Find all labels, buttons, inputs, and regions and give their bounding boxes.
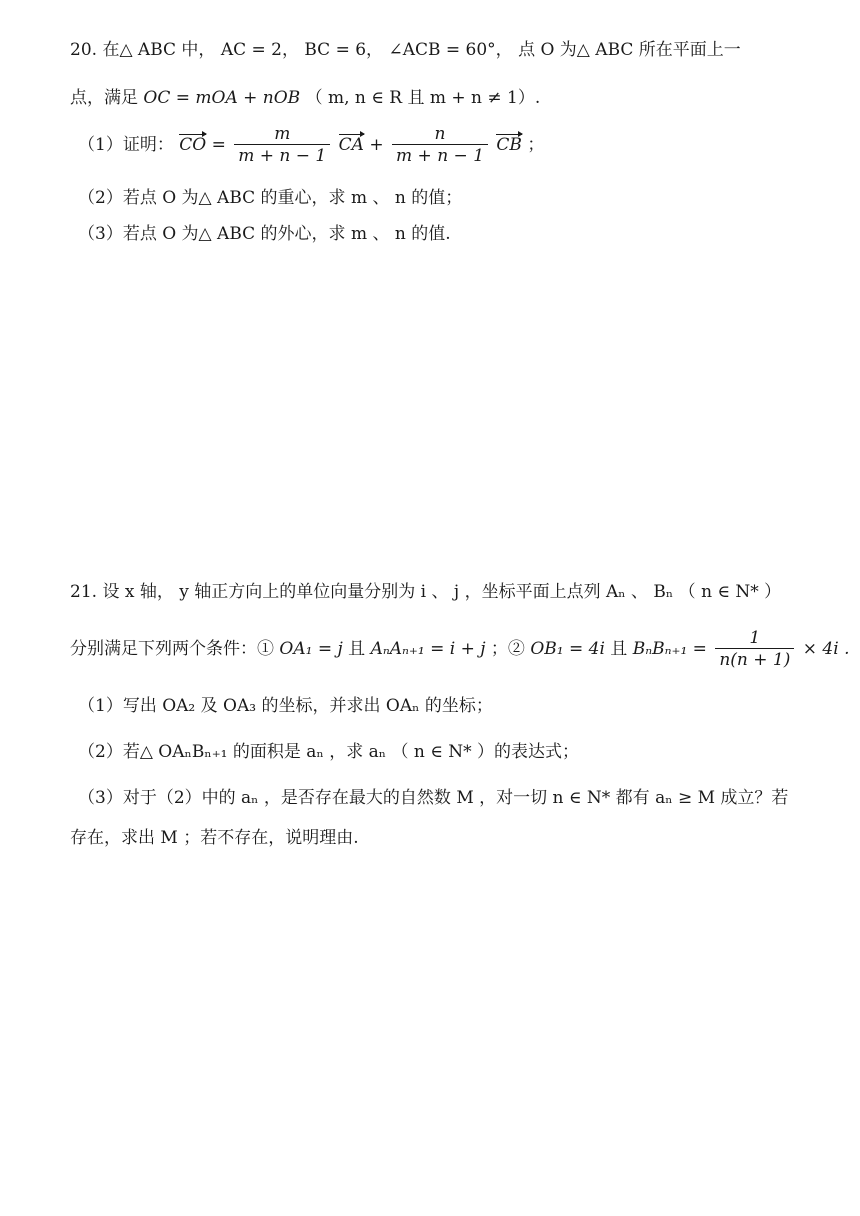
p20-line1: 20. 在△ ABC 中， AC = 2， BC = 6， ∠ACB = 60°， 点 O 为△ ABC 所在平面上一: [70, 40, 741, 60]
p21-cond1-and: 且: [348, 639, 371, 659]
p20-line2: [70, 86, 540, 110]
p20-vec-ca: CA: [338, 135, 364, 155]
p20-line2-post: （ m, n ∈ R 且 m + n ≠ 1）.: [305, 88, 541, 108]
p21-cond1a: OA₁ = j: [279, 639, 343, 659]
p20-frac1-num: m: [274, 124, 291, 144]
p20-part1: （1）证明： CO = $\frac{m}{m + n - 1}$ CA + $\frac{n}{m + n - 1}$ CB ；: [78, 124, 545, 166]
p20-part1-lhs: CO: [179, 135, 207, 155]
p21-cond1b: AₙAₙ₊₁ = i + j: [370, 639, 486, 659]
p21-cond2b: BₙBₙ₊₁: [632, 639, 688, 659]
p20-main-equation: OC = mOA + nOB: [143, 88, 301, 108]
p21-cond2-tail: × 4i .: [802, 639, 850, 659]
p21-part3-line1: （3）对于（2）中的 aₙ ，是否存在最大的自然数 M ，对一切 n ∈ N* 都有 aₙ ≥ M 成立？若: [78, 788, 789, 808]
p20-vec-cb: CB: [496, 135, 522, 155]
p21-part2: （2）若△ OAₙBₙ₊₁ 的面积是 aₙ ，求 aₙ （ n ∈ N* ）的表达式；: [78, 742, 580, 762]
p20-part2: （2）若点 O 为△ ABC 的重心，求 m 、 n 的值；: [78, 188, 463, 208]
p21-cond2-and: 且: [610, 639, 633, 659]
p21-part3-line2: 存在，求出 M ；若不存在，说明理由.: [70, 828, 359, 848]
p20-line2-pre: 点，满足: [70, 88, 138, 108]
p20-frac1-den: m + n − 1: [234, 144, 330, 167]
p21-line1: 21. 设 x 轴， y 轴正方向上的单位向量分别为 i 、 j ，坐标平面上点列 Aₙ 、 Bₙ （ n ∈ N* ）: [70, 582, 782, 602]
p21-frac-den: n(n + 1): [715, 648, 794, 671]
p21-cond2a: OB₁ = 4i: [530, 639, 605, 659]
p21-line2: 分别满足下列两个条件：① OA₁ = j 且 AₙAₙ₊₁ = i + j ；② OB₁ = 4i 且 BₙBₙ₊₁ = $\frac{1}{n(n + 1)}$ × 4i .: [70, 628, 850, 670]
p20-part1-label: （1）证明：: [78, 135, 174, 155]
p21-part1: （1）写出 OA₂ 及 OA₃ 的坐标，并求出 OAₙ 的坐标；: [78, 696, 493, 716]
p21-frac-num: 1: [749, 628, 761, 648]
p20-part3: （3）若点 O 为△ ABC 的外心，求 m 、 n 的值.: [78, 224, 451, 244]
p20-frac2-num: n: [434, 124, 446, 144]
p21-cond2-pre: ；②: [490, 639, 525, 659]
p20-frac1: [234, 124, 330, 167]
p20-frac2-den: m + n − 1: [392, 144, 488, 167]
p21-line2-pre: 分别满足下列两个条件：①: [70, 639, 274, 659]
p20-frac2: [392, 124, 488, 167]
p21-frac: [715, 628, 794, 671]
